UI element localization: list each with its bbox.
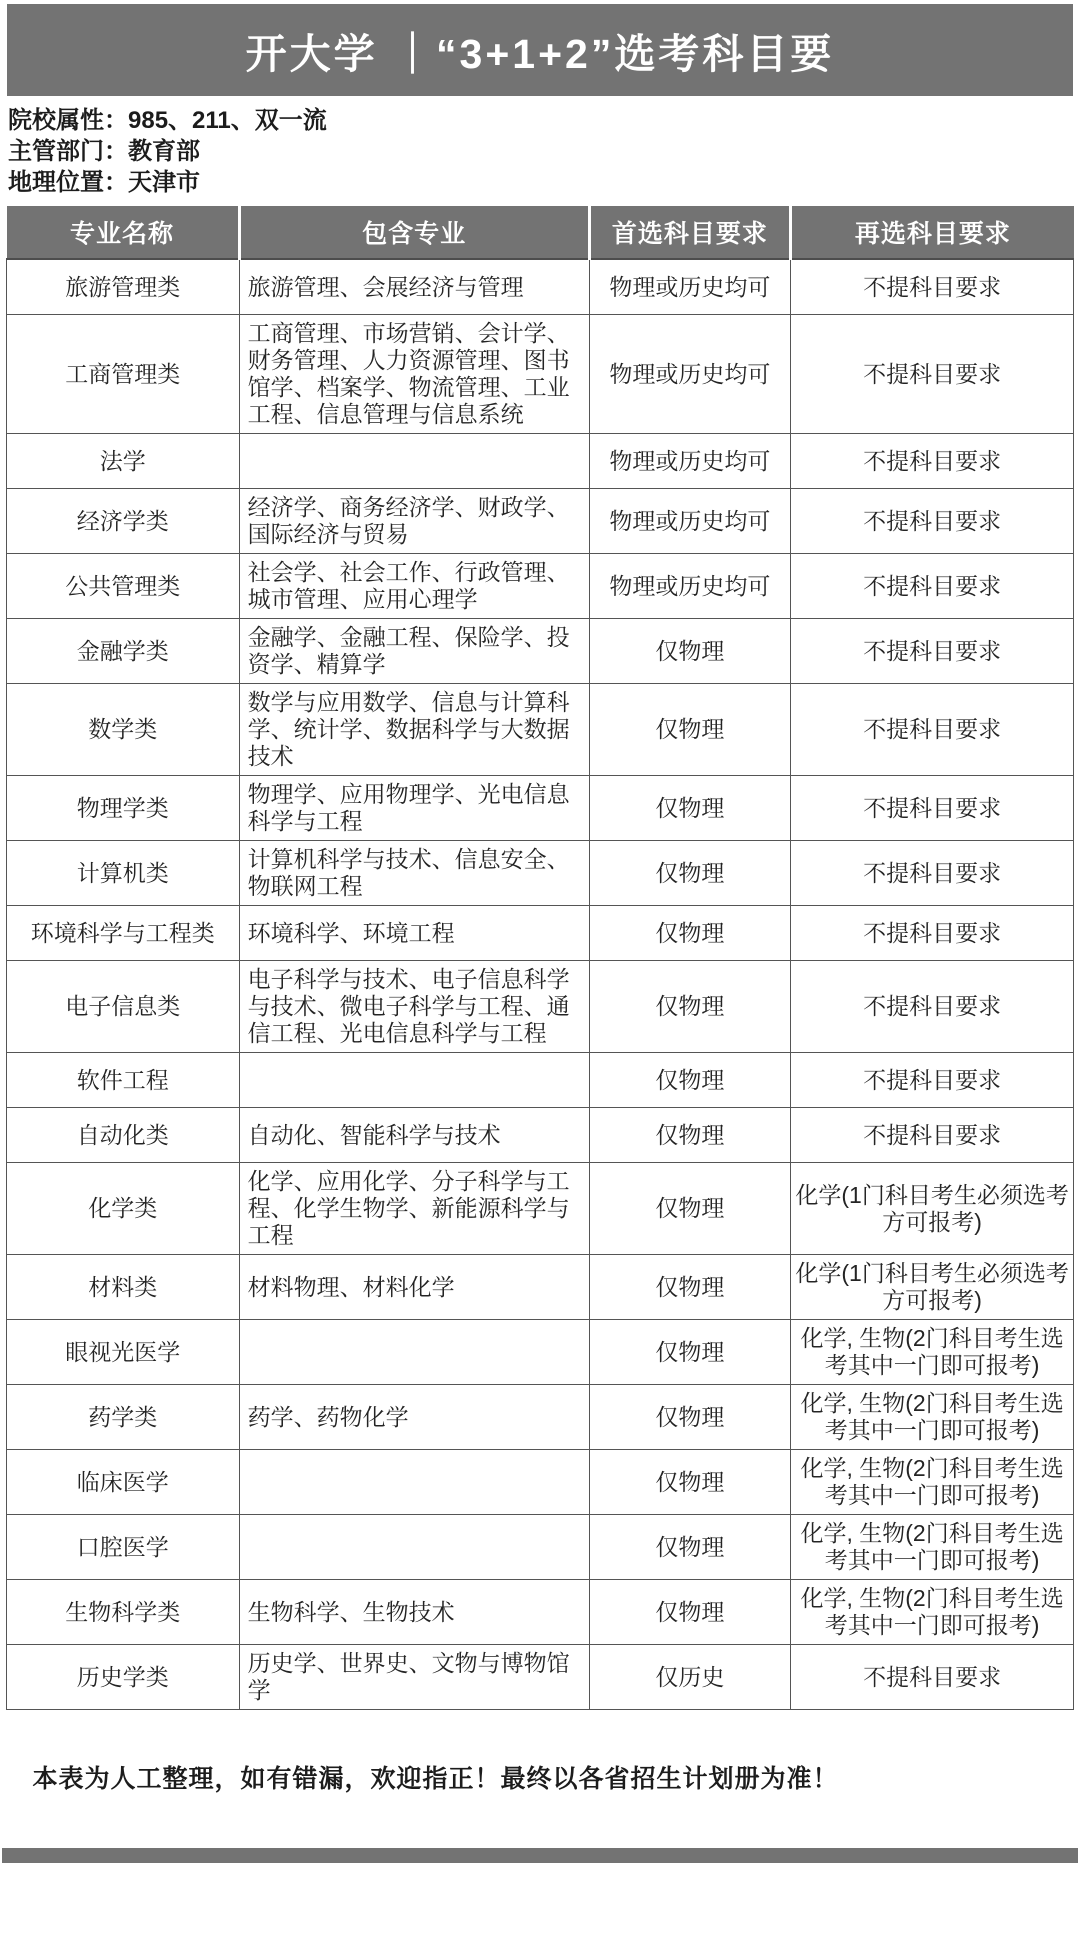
major-name-cell: 法学 (7, 434, 240, 489)
header-row (7, 206, 1074, 259)
major-name-cell: 公共管理类 (7, 554, 240, 619)
primary-subject-cell: 仅物理 (589, 619, 791, 684)
primary-subject-cell: 仅物理 (589, 1320, 791, 1385)
primary-subject-cell: 物理或历史均可 (589, 489, 791, 554)
table-row (7, 1053, 1074, 1108)
primary-subject-cell: 物理或历史均可 (589, 554, 791, 619)
included-majors-cell: 旅游管理、会展经济与管理 (239, 259, 589, 315)
table-body (7, 259, 1074, 1710)
major-name-cell: 环境科学与工程类 (7, 906, 240, 961)
secondary-subject-cell: 不提科目要求 (791, 315, 1074, 434)
included-majors-cell (239, 1320, 589, 1385)
primary-subject-cell: 物理或历史均可 (589, 315, 791, 434)
included-majors-cell: 化学、应用化学、分子科学与工程、化学生物学、新能源科学与工程 (239, 1163, 589, 1255)
subject-requirements-table (6, 206, 1074, 1844)
major-name-cell: 临床医学 (7, 1450, 240, 1515)
primary-subject-cell: 仅物理 (589, 1255, 791, 1320)
primary-subject-cell: 仅物理 (589, 1515, 791, 1580)
bottom-bar (2, 1848, 1078, 1863)
secondary-subject-cell: 不提科目要求 (791, 1108, 1074, 1163)
included-majors-cell: 经济学、商务经济学、财政学、国际经济与贸易 (239, 489, 589, 554)
major-name-cell: 物理学类 (7, 776, 240, 841)
column-header-secondary-subject: 再选科目要求 (791, 206, 1074, 259)
primary-subject-cell: 仅物理 (589, 1163, 791, 1255)
primary-subject-cell: 仅物理 (589, 1580, 791, 1645)
major-name-cell: 旅游管理类 (7, 259, 240, 315)
primary-subject-cell: 仅物理 (589, 906, 791, 961)
secondary-subject-cell: 化学(1门科目考生必须选考方可报考) (791, 1163, 1074, 1255)
included-majors-cell: 计算机科学与技术、信息安全、物联网工程 (239, 841, 589, 906)
primary-subject-cell: 仅物理 (589, 776, 791, 841)
table-row (7, 1385, 1074, 1450)
included-majors-cell: 电子科学与技术、电子信息科学与技术、微电子科学与工程、通信工程、光电信息科学与工程 (239, 961, 589, 1053)
major-name-cell: 软件工程 (7, 1053, 240, 1108)
secondary-subject-cell: 不提科目要求 (791, 684, 1074, 776)
secondary-subject-cell: 不提科目要求 (791, 841, 1074, 906)
table-row (7, 434, 1074, 489)
included-majors-cell: 工商管理、市场营销、会计学、财务管理、人力资源管理、图书馆学、档案学、物流管理、工业工程、信息管理与信息系统 (239, 315, 589, 434)
included-majors-cell (239, 1515, 589, 1580)
major-name-cell: 工商管理类 (7, 315, 240, 434)
included-majors-cell: 金融学、金融工程、保险学、投资学、精算学 (239, 619, 589, 684)
major-name-cell: 口腔医学 (7, 1515, 240, 1580)
table-row (7, 1450, 1074, 1515)
table-footer (7, 1710, 1074, 1845)
page-title: 开大学 ｜“3+1+2”选考科目要 (245, 30, 835, 77)
primary-subject-cell: 仅物理 (589, 961, 791, 1053)
table-row (7, 1515, 1074, 1580)
table-row (7, 554, 1074, 619)
table-row (7, 619, 1074, 684)
major-name-cell: 眼视光医学 (7, 1320, 240, 1385)
table-row (7, 1108, 1074, 1163)
secondary-subject-cell: 不提科目要求 (791, 906, 1074, 961)
primary-subject-cell: 仅物理 (589, 1053, 791, 1108)
major-name-cell: 经济学类 (7, 489, 240, 554)
secondary-subject-cell: 化学, 生物(2门科目考生选考其中一门即可报考) (791, 1580, 1074, 1645)
title-bar (7, 4, 1073, 96)
table-header (7, 206, 1074, 259)
secondary-subject-cell: 不提科目要求 (791, 619, 1074, 684)
included-majors-cell: 历史学、世界史、文物与博物馆学 (239, 1645, 589, 1710)
major-name-cell: 化学类 (7, 1163, 240, 1255)
major-name-cell: 电子信息类 (7, 961, 240, 1053)
table-row (7, 1320, 1074, 1385)
table-row (7, 684, 1074, 776)
primary-subject-cell: 仅物理 (589, 1108, 791, 1163)
secondary-subject-cell: 化学, 生物(2门科目考生选考其中一门即可报考) (791, 1515, 1074, 1580)
primary-subject-cell: 物理或历史均可 (589, 434, 791, 489)
major-name-cell: 金融学类 (7, 619, 240, 684)
column-header-primary-subject: 首选科目要求 (589, 206, 791, 259)
secondary-subject-cell: 化学, 生物(2门科目考生选考其中一门即可报考) (791, 1320, 1074, 1385)
footer-note-row (7, 1710, 1074, 1845)
included-majors-cell: 物理学、应用物理学、光电信息科学与工程 (239, 776, 589, 841)
secondary-subject-cell: 不提科目要求 (791, 554, 1074, 619)
table-row (7, 841, 1074, 906)
table-row (7, 1163, 1074, 1255)
location-line: 地理位置：天津市 (8, 169, 200, 196)
column-header-includes: 包含专业 (239, 206, 589, 259)
secondary-subject-cell: 不提科目要求 (791, 434, 1074, 489)
primary-subject-cell: 仅物理 (589, 1450, 791, 1515)
secondary-subject-cell: 化学(1门科目考生必须选考方可报考) (791, 1255, 1074, 1320)
secondary-subject-cell: 不提科目要求 (791, 489, 1074, 554)
major-name-cell: 计算机类 (7, 841, 240, 906)
major-name-cell: 药学类 (7, 1385, 240, 1450)
primary-subject-cell: 仅物理 (589, 1385, 791, 1450)
included-majors-cell (239, 1450, 589, 1515)
table-row (7, 1580, 1074, 1645)
secondary-subject-cell: 不提科目要求 (791, 961, 1074, 1053)
column-header-major: 专业名称 (7, 206, 240, 259)
supervising-department-line: 主管部门：教育部 (8, 138, 200, 165)
primary-subject-cell: 仅物理 (589, 841, 791, 906)
included-majors-cell (239, 434, 589, 489)
table-row (7, 906, 1074, 961)
table-row (7, 1645, 1074, 1710)
major-name-cell: 数学类 (7, 684, 240, 776)
secondary-subject-cell: 化学, 生物(2门科目考生选考其中一门即可报考) (791, 1385, 1074, 1450)
school-info (8, 105, 1080, 198)
included-majors-cell: 环境科学、环境工程 (239, 906, 589, 961)
table-row (7, 961, 1074, 1053)
secondary-subject-cell: 不提科目要求 (791, 259, 1074, 315)
secondary-subject-cell: 化学, 生物(2门科目考生选考其中一门即可报考) (791, 1450, 1074, 1515)
secondary-subject-cell: 不提科目要求 (791, 776, 1074, 841)
primary-subject-cell: 仅历史 (589, 1645, 791, 1710)
included-majors-cell (239, 1053, 589, 1108)
major-name-cell: 生物科学类 (7, 1580, 240, 1645)
table-row (7, 489, 1074, 554)
primary-subject-cell: 仅物理 (589, 684, 791, 776)
major-name-cell: 材料类 (7, 1255, 240, 1320)
secondary-subject-cell: 不提科目要求 (791, 1053, 1074, 1108)
included-majors-cell: 药学、药物化学 (239, 1385, 589, 1450)
included-majors-cell: 自动化、智能科学与技术 (239, 1108, 589, 1163)
school-attribute-line: 院校属性：985、211、双一流 (8, 107, 327, 134)
included-majors-cell: 生物科学、生物技术 (239, 1580, 589, 1645)
included-majors-cell: 数学与应用数学、信息与计算科学、统计学、数据科学与大数据技术 (239, 684, 589, 776)
secondary-subject-cell: 不提科目要求 (791, 1645, 1074, 1710)
table-row (7, 1255, 1074, 1320)
major-name-cell: 自动化类 (7, 1108, 240, 1163)
table-row (7, 315, 1074, 434)
footer-note: 本表为人工整理，如有错漏，欢迎指正！最终以各省招生计划册为准！ (32, 1765, 839, 1793)
major-name-cell: 历史学类 (7, 1645, 240, 1710)
table-row (7, 259, 1074, 315)
included-majors-cell: 社会学、社会工作、行政管理、城市管理、应用心理学 (239, 554, 589, 619)
included-majors-cell: 材料物理、材料化学 (239, 1255, 589, 1320)
primary-subject-cell: 物理或历史均可 (589, 259, 791, 315)
table-row (7, 776, 1074, 841)
